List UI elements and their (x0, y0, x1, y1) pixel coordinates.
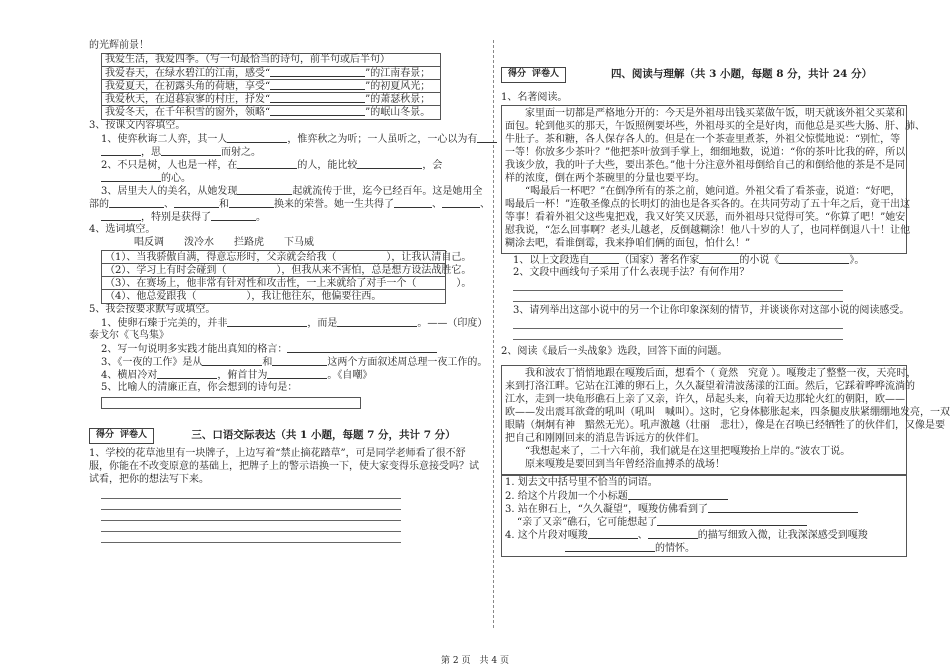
score-box: 得分 评卷人 (89, 428, 154, 444)
q5-line: 4、横眉冷对 ，俯首甘为 。《自嘲》 (101, 370, 373, 381)
q3-line: 部的 、 和 换来的荣誉。她一生共得了 、 、 (89, 199, 490, 210)
r1-q3-answer[interactable] (513, 318, 843, 340)
q5-line: 5、比喻人的清廉正直，你会想到的诗句是： (101, 382, 298, 393)
q3-line: ，特别是获得了 。 (89, 211, 483, 224)
answer-line[interactable] (513, 280, 843, 291)
q5-line: 泰戈尔《飞鸟集》 (89, 330, 169, 341)
section-3-header (89, 425, 483, 447)
q5-title: 5、我会按要求默写或填空。 (89, 304, 216, 315)
passage-line: 家里面一切都是严格地分开的：今天是外祖母出钱买菜做午饭，明天就该外祖父买菜和 (505, 108, 905, 119)
passage-line: 来到打洛江畔。它站在江滩的卵石上，久久凝望着清波荡漾的江面。然后，它踩着哗哗流淌的 (505, 381, 915, 392)
passage-line: 喝最后一杯！”连敬圣像点的长明灯的油也是各买各的。在共同劳动了五十年之后，竟干出这 (505, 199, 911, 210)
passage-line: 我该少放，我的叶子大些，要出茶色。”他十分注意外祖母倒给自己的和倒给他的茶是不是同 (505, 160, 906, 171)
r2-q1: 1. 划去文中括号里不恰当的词语。 (505, 477, 658, 488)
q3-line: 1、使弈秋诲二人弈，其一人 ，惟弈秋之为听；一人虽听之，一心以为有 (89, 133, 483, 146)
answer-line[interactable] (101, 532, 401, 543)
reading-1 (501, 92, 925, 340)
passage-line: 糊涂去吧，看谁倒霉，我来挣咱们俩的面包，怕什么！” (505, 238, 751, 249)
left-column (89, 40, 490, 543)
answer-line[interactable] (101, 499, 401, 510)
right-column (501, 64, 950, 557)
r1-q2: 2、文段中画线句子采用了什么表现手法？有何作用？ (513, 267, 750, 278)
answer-line[interactable] (101, 521, 401, 532)
section-4-title: 四、阅读与理解（共 3 小题，每题 8 分，共计 24 分） (610, 68, 873, 81)
answer-line[interactable] (513, 291, 843, 302)
answer-line[interactable] (101, 510, 401, 521)
poem-row: 我爱春天，在绿水碧江的江南，感受“ ”的江南春景； (102, 67, 440, 80)
r1-q3: 3、请列举出这部小说中的另一个让你印象深刻的情节，并谈谈你对这部小说的阅读感受。 (513, 305, 910, 316)
r2-passage (501, 365, 950, 475)
passage-line: 欧——发出震耳欲聋的吼叫（吼叫 喊叫）。这时，它身体膨胀起来，四条腿皮肤紧绷绷地发亮，一双 (505, 407, 950, 418)
r2-q2: 2. 给这个片段加一个小标题 (505, 490, 903, 503)
question-3 (89, 120, 490, 224)
poem-row: 我爱夏天，在初露头角的荷塘，享受“ ”的初夏风光； (102, 80, 440, 93)
passage-line: 样的浓度，倒在两个茶碗里的分量也要平均。 (505, 173, 705, 184)
passage-line: 面包。轮到他买的那天，午饭照例要坏些，外祖母买的全是好肉，而他总是买些大肠、肝、肺、 (505, 121, 925, 132)
passage-line: “我想起来了，二十六年前，我们就是在这里把嘎羧抬上岸的。”波农丁说。 (505, 446, 851, 457)
poem-row: 我爱生活，我爱四季。（写一句最恰当的诗句，前半句或后半句） (102, 54, 440, 67)
q4-title: 4、选词填空。 (89, 224, 156, 235)
q3-line: ，思 而射之。 (89, 146, 483, 159)
answer-line[interactable] (101, 488, 401, 499)
passage-line: 慰我说，“怎么回事啊？老头儿越老，反倒越糊涂！他八十岁的人了，也同样倒退八十！让他 (505, 225, 911, 236)
passage-line: 原来嘎羧是要回到当年曾经浴血搏杀的战场！ (505, 459, 725, 470)
r1-title: 1、名著阅读。 (501, 92, 568, 103)
passage-line: 江水，走到一块龟形礁石上亲了又亲，许久，昂起头来，向着天边那轮火红的朝阳，欧—— (505, 394, 905, 405)
answer-line[interactable] (513, 318, 843, 329)
r2-q3b: “亲了又亲”礁石，它可能想起了 (505, 516, 903, 529)
page-footer: 第 2 页 共 4 页 (441, 656, 509, 666)
poem-row: 我爱秋天，在迢暮寂寥的村庄，抒发“ ”的萧瑟秋景； (102, 93, 440, 106)
s3-question: 1、学校的花草池里有一块牌子，上边写着“禁止摘花踏草”，可是同学老师看了很不舒服，你能在不改变原意的基础上，把牌子上的警示语换一下，使大家变得乐意接受吗？试试看，把你的想法写下来。 (89, 448, 479, 485)
q4-item: （3）、在赛场上，他非常有针对性和攻击性，一上来就给了对手一个（ ）。 (102, 277, 445, 290)
question-5 (89, 304, 488, 409)
poem-box (101, 53, 441, 120)
r2-q4: 4. 这个片段对嘎羧 、 的描写细致入微，让我深深感受到嘎羧 (505, 530, 868, 541)
q4-item: （4）、他总爱跟我（ ），我让他往东，他偏要往西。 (105, 291, 382, 302)
section-3 (89, 425, 483, 543)
r2-questions (501, 475, 907, 557)
section-4-header (501, 64, 907, 86)
poem-row: 我爱冬天，在千年积雪的窗外，领略“ ”的岷山冬景。 (105, 107, 431, 118)
q5-line: 3、《一夜的工作》是从 和 这两个方面叙述周总理一夜工作的。 (101, 357, 488, 368)
column-divider (493, 40, 494, 628)
q4-item: （1）、当我骄傲自满，得意忘形时，父亲就会给我（ ），让我认清自己。 (102, 251, 445, 264)
q3-line: 2、不只是树，人也是一样，在 的人，能比较 ，会 (101, 160, 443, 171)
passage-line: 我和波农丁悄悄地跟在嘎羧后面，想看个（ 竟然 究竟 ）。嘎羧走了整整一夜，天亮时， (505, 368, 917, 379)
passage-line: 牛肚子。茶和糖，各人保存各人的。但是在一个茶壶里煮茶，外祖父惊慌地说：“别忙，等 (505, 134, 901, 145)
r1-passage (501, 105, 925, 254)
s3-answer-lines[interactable] (101, 488, 401, 543)
question-4 (89, 224, 483, 304)
passage-line: 一等！你放多少茶叶？”他把茶叶放到手掌上，细细地数，说道：“你的茶叶比我的碎，所以 (505, 147, 906, 158)
passage-line: “喝最后一杯吧？”在倒净所有的茶之前，她问道。外祖父看了看茶壶，说道：“好吧， (505, 186, 901, 197)
passage-line: 把自己和刚刚回来的消息告诉远方的伙伴们。 (505, 433, 705, 444)
reading-2 (501, 346, 950, 557)
intro-tail: 的光辉前景！ (89, 40, 149, 51)
score-box: 得分 评卷人 (501, 67, 566, 83)
q4-word-bank: 唱反调 泼冷水 拦路虎 下马威 (134, 237, 314, 248)
r2-q4b: 的情怀。 (505, 542, 903, 555)
r2-title: 2、阅读《最后一头战象》选段，回答下面的问题。 (501, 346, 728, 357)
q3-line: 的心。 (89, 172, 483, 185)
passage-line: 等事！看着外祖父这些鬼把戏，我又好笑又厌恶，而外祖母只觉得可笑。“你算了吧！”她安 (505, 212, 906, 223)
q4-box (101, 250, 472, 304)
r1-q1: 1、以上文段选自 （国家）著名作家 的小说《 》。 (513, 255, 865, 266)
q5-line: 2、写一句说明多实践才能出真知的格言： (89, 343, 483, 356)
answer-line[interactable] (513, 329, 843, 340)
q5-answer-box[interactable] (101, 397, 361, 409)
r2-q3: 3. 站在卵石上，“久久凝望”，嘎羧仿佛看到了 (505, 503, 903, 516)
section-3-title: 三、口语交际表达（共 1 小题，每题 7 分，共计 7 分） (191, 429, 456, 442)
q5-line: 1、使卵石臻于完美的，并非 ，而是 。——（印度） (101, 318, 488, 329)
r1-q2-answer[interactable] (513, 280, 843, 302)
passage-line: 眼睛（炯炯有神 黯然无光）。吼声激越（壮丽 悲壮），像是在召唤已经牺牲了的伙伴们，又像是要 (505, 420, 945, 431)
q4-item: （2）、学习上有时会碰到（ ），但我从来不害怕，总是想方设法战胜它。 (102, 264, 445, 277)
q3-title: 3、按课文内容填空。 (89, 120, 186, 131)
q3-line: 3、居里夫人的美名，从她发现 起就流传于世，迄今已经百年。这是她用全 (101, 186, 483, 197)
